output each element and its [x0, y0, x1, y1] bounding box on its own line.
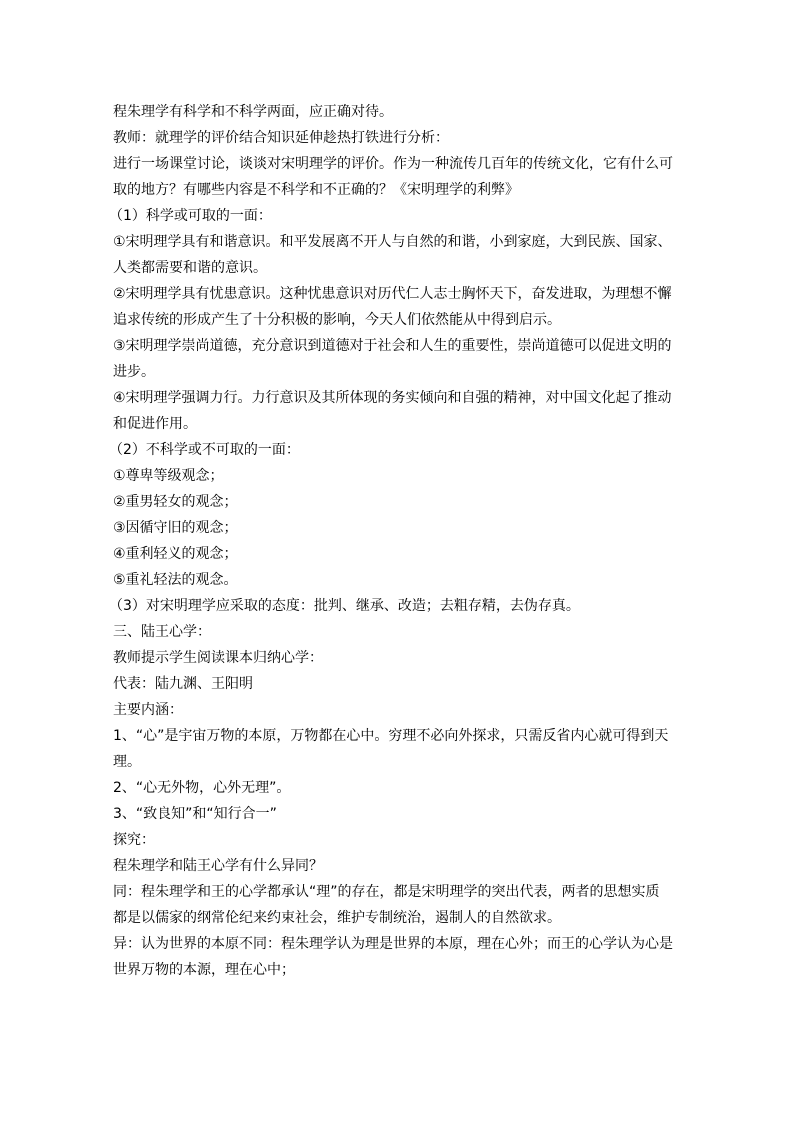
- text-line: 都是以儒家的纲常伦纪来约束社会，维护专制统治，遏制人的自然欲求。: [113, 910, 561, 926]
- text-line: ④宋明理学强调力行。力行意识及其所体现的务实倾向和自强的精神，对中国文化起了推动: [113, 390, 672, 406]
- list-item: 2、“心无外物，心外无理”。: [113, 780, 291, 796]
- text-line: 教师：就理学的评价结合知识延伸趁热打铁进行分析：: [113, 130, 449, 146]
- list-item: ①尊卑等级观念；: [113, 468, 224, 484]
- text-line: 进步。: [113, 364, 155, 380]
- text-line: 理。: [113, 754, 141, 770]
- section-heading: （1）科学或可取的一面：: [109, 208, 272, 224]
- section-heading: 三、陆王心学：: [113, 624, 211, 640]
- list-item: 3、“致良知”和“知行合一”: [113, 806, 277, 822]
- text-line: 进行一场课堂讨论，谈谈对宋明理学的评价。作为一种流传几百年的传统文化，它有什么可: [113, 156, 673, 172]
- text-line: 异：认为世界的本原不同：程朱理学认为理是世界的本原，理在心外；而王的心学认为心是: [113, 936, 673, 952]
- text-line: 程朱理学和陆王心学有什么异同？: [113, 858, 323, 874]
- text-line: ①宋明理学具有和谐意识。和平发展离不开人与自然的和谐，小到家庭，大到民族、国家、: [113, 234, 672, 250]
- text-line: 主要内涵：: [113, 702, 183, 718]
- list-item: 1、“心”是宇宙万物的本原，万物都在心中。穷理不必向外探求，只需反省内心就可得到天: [113, 728, 669, 744]
- document-body: [109, 99, 683, 983]
- text-line: ②宋明理学具有忧患意识。这种忧患意识对历代仁人志士胸怀天下，奋发进取，为理想不懈: [113, 286, 672, 302]
- list-item: ②重男轻女的观念；: [113, 494, 238, 510]
- text-line: 人类都需要和谐的意识。: [113, 260, 267, 276]
- list-item: ④重利轻义的观念；: [113, 546, 238, 562]
- text-line: 程朱理学有科学和不科学两面，应正确对待。: [113, 104, 393, 120]
- text-line: 追求传统的形成产生了十分积极的影响，今天人们依然能从中得到启示。: [113, 312, 561, 328]
- text-line: ③宋明理学崇尚道德，充分意识到道德对于社会和人生的重要性，崇尚道德可以促进文明的: [113, 338, 672, 354]
- list-item: ③因循守旧的观念；: [113, 520, 238, 536]
- text-line: 取的地方？有哪些内容是不科学和不正确的？《宋明理学的利弊》: [113, 182, 519, 198]
- text-line: 同：程朱理学和王的心学都承认“理”的存在，都是宋明理学的突出代表，两者的思想实质: [113, 884, 660, 900]
- text-line: 教师提示学生阅读课本归纳心学：: [113, 650, 323, 666]
- text-line: 探究：: [113, 832, 155, 848]
- text-line: 世界万物的本源，理在心中；: [113, 962, 295, 978]
- text-line: 代表：陆九渊、王阳明: [113, 676, 253, 692]
- section-heading: （3）对宋明理学应采取的态度：批判、继承、改造；去粗存精，去伪存真。: [109, 598, 580, 614]
- section-heading: （2）不科学或不可取的一面：: [109, 442, 300, 458]
- text-line: 和促进作用。: [113, 416, 197, 432]
- list-item: ⑤重礼轻法的观念。: [113, 572, 238, 588]
